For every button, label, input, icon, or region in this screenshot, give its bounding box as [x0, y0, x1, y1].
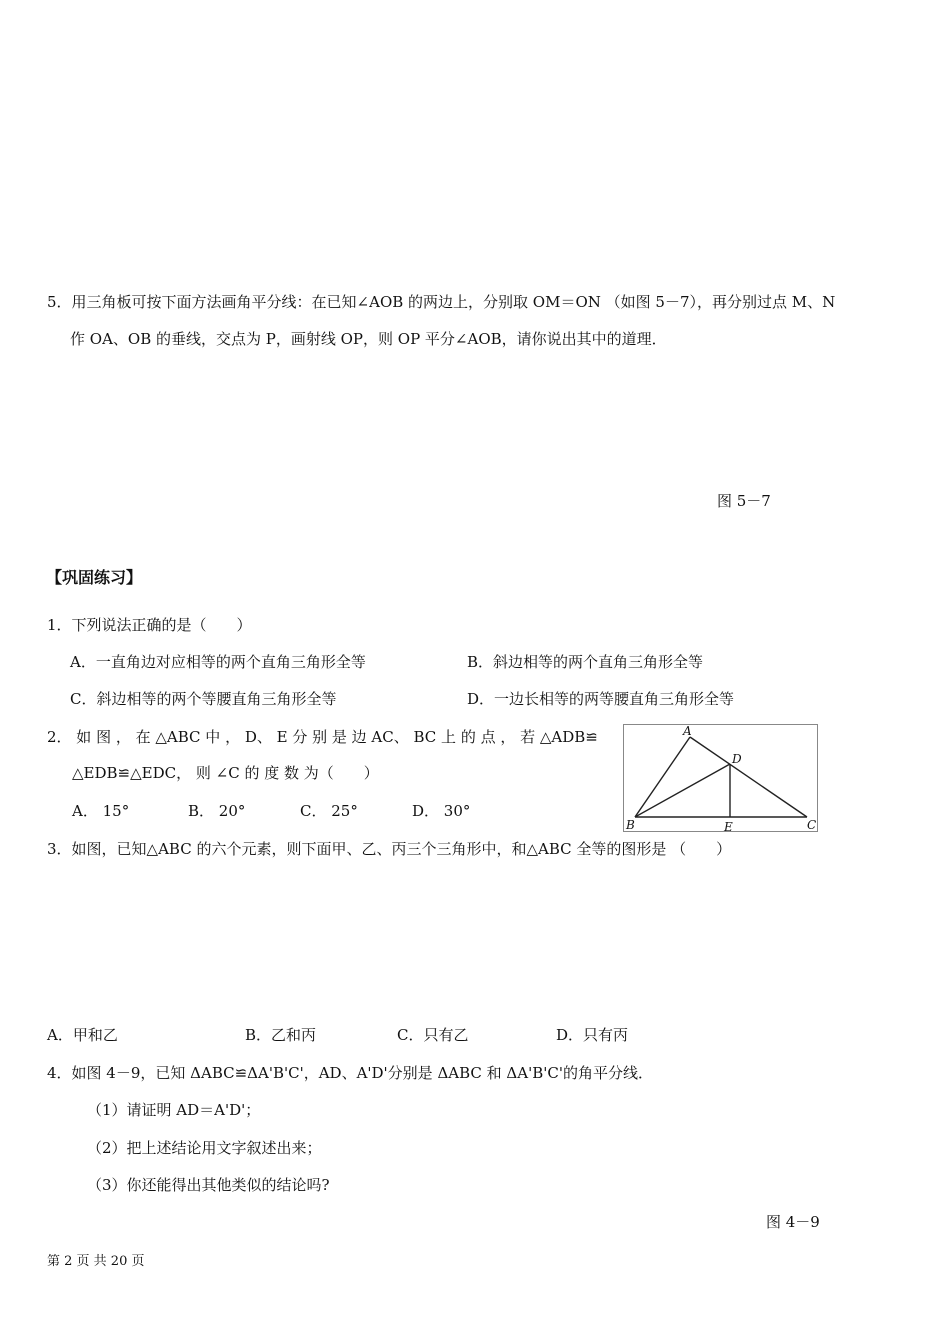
label-b: B [626, 818, 635, 832]
ex4-part-3: （3）你还能得出其他类似的结论吗? [87, 1176, 330, 1194]
ex2-line-1: 2． 如 图 ， 在 △ABC 中 ， D、 E 分 别 是 边 AC、 BC 上 的 点 ， 若 △ADB≌ [47, 728, 598, 746]
label-e: E [724, 820, 733, 833]
ex1-option-c: C．斜边相等的两个等腰直角三角形全等 [70, 690, 337, 708]
ex2-option-a: A． 15° [72, 802, 130, 820]
q5-line-1: 5．用三角板可按下面方法画角平分线：在已知∠AOB 的两边上，分别取 OM＝ON （如图 5－7），再分别过点 M、N [47, 293, 836, 311]
segment-bd [635, 764, 730, 817]
q5-line-2: 作 OA、OB 的垂线，交点为 P，画射线 OP，则 OP 平分∠AOB，请你说出其中的道理． [70, 330, 667, 348]
ex1-option-d: D．一边长相等的两等腰直角三角形全等 [467, 690, 735, 708]
triangle-diagram [624, 725, 819, 833]
ex3-option-a: A．甲和乙 [47, 1026, 118, 1044]
segment-ba [635, 737, 690, 817]
label-c: C [807, 818, 817, 832]
figure-caption-4-9: 图 4－9 [766, 1213, 820, 1231]
ex2-option-b: B． 20° [188, 802, 246, 820]
ex1-stem: 1．下列说法正确的是（ ） [47, 616, 252, 634]
ex2-option-c: C． 25° [300, 802, 358, 820]
ex2-option-d: D． 30° [412, 802, 471, 820]
label-d: D [732, 752, 742, 766]
triangle-figure [623, 724, 818, 832]
ex4-part-2: （2）把上述结论用文字叙述出来； [87, 1139, 322, 1157]
ex2-line-2: △EDB≌△EDC， 则 ∠C 的 度 数 为（ ） [72, 764, 379, 782]
label-a: A [683, 725, 692, 738]
ex4-part-1: （1）请证明 AD＝A'D'； [87, 1101, 261, 1119]
ex3-option-b: B．乙和丙 [245, 1026, 317, 1044]
section-heading: 【巩固练习】 [46, 568, 143, 587]
page-footer: 第 2 页 共 20 页 [47, 1254, 145, 1269]
ex3-option-d: D．只有丙 [556, 1026, 629, 1044]
ex3-option-c: C．只有乙 [397, 1026, 469, 1044]
ex4-stem: 4．如图 4－9，已知 ΔABC≌ΔA'B'C'，AD、A'D'分别是 ΔABC 和 ΔA'B'C'的角平分线． [47, 1064, 653, 1082]
figure-caption-5-7: 图 5－7 [717, 492, 771, 510]
ex1-option-b: B．斜边相等的两个直角三角形全等 [467, 653, 704, 671]
ex3-stem: 3．如图，已知△ABC 的六个元素，则下面甲、乙、丙三个三角形中，和△ABC 全等的图形是 （ ） [47, 840, 732, 858]
ex1-option-a: A．一直角边对应相等的两个直角三角形全等 [70, 653, 366, 671]
